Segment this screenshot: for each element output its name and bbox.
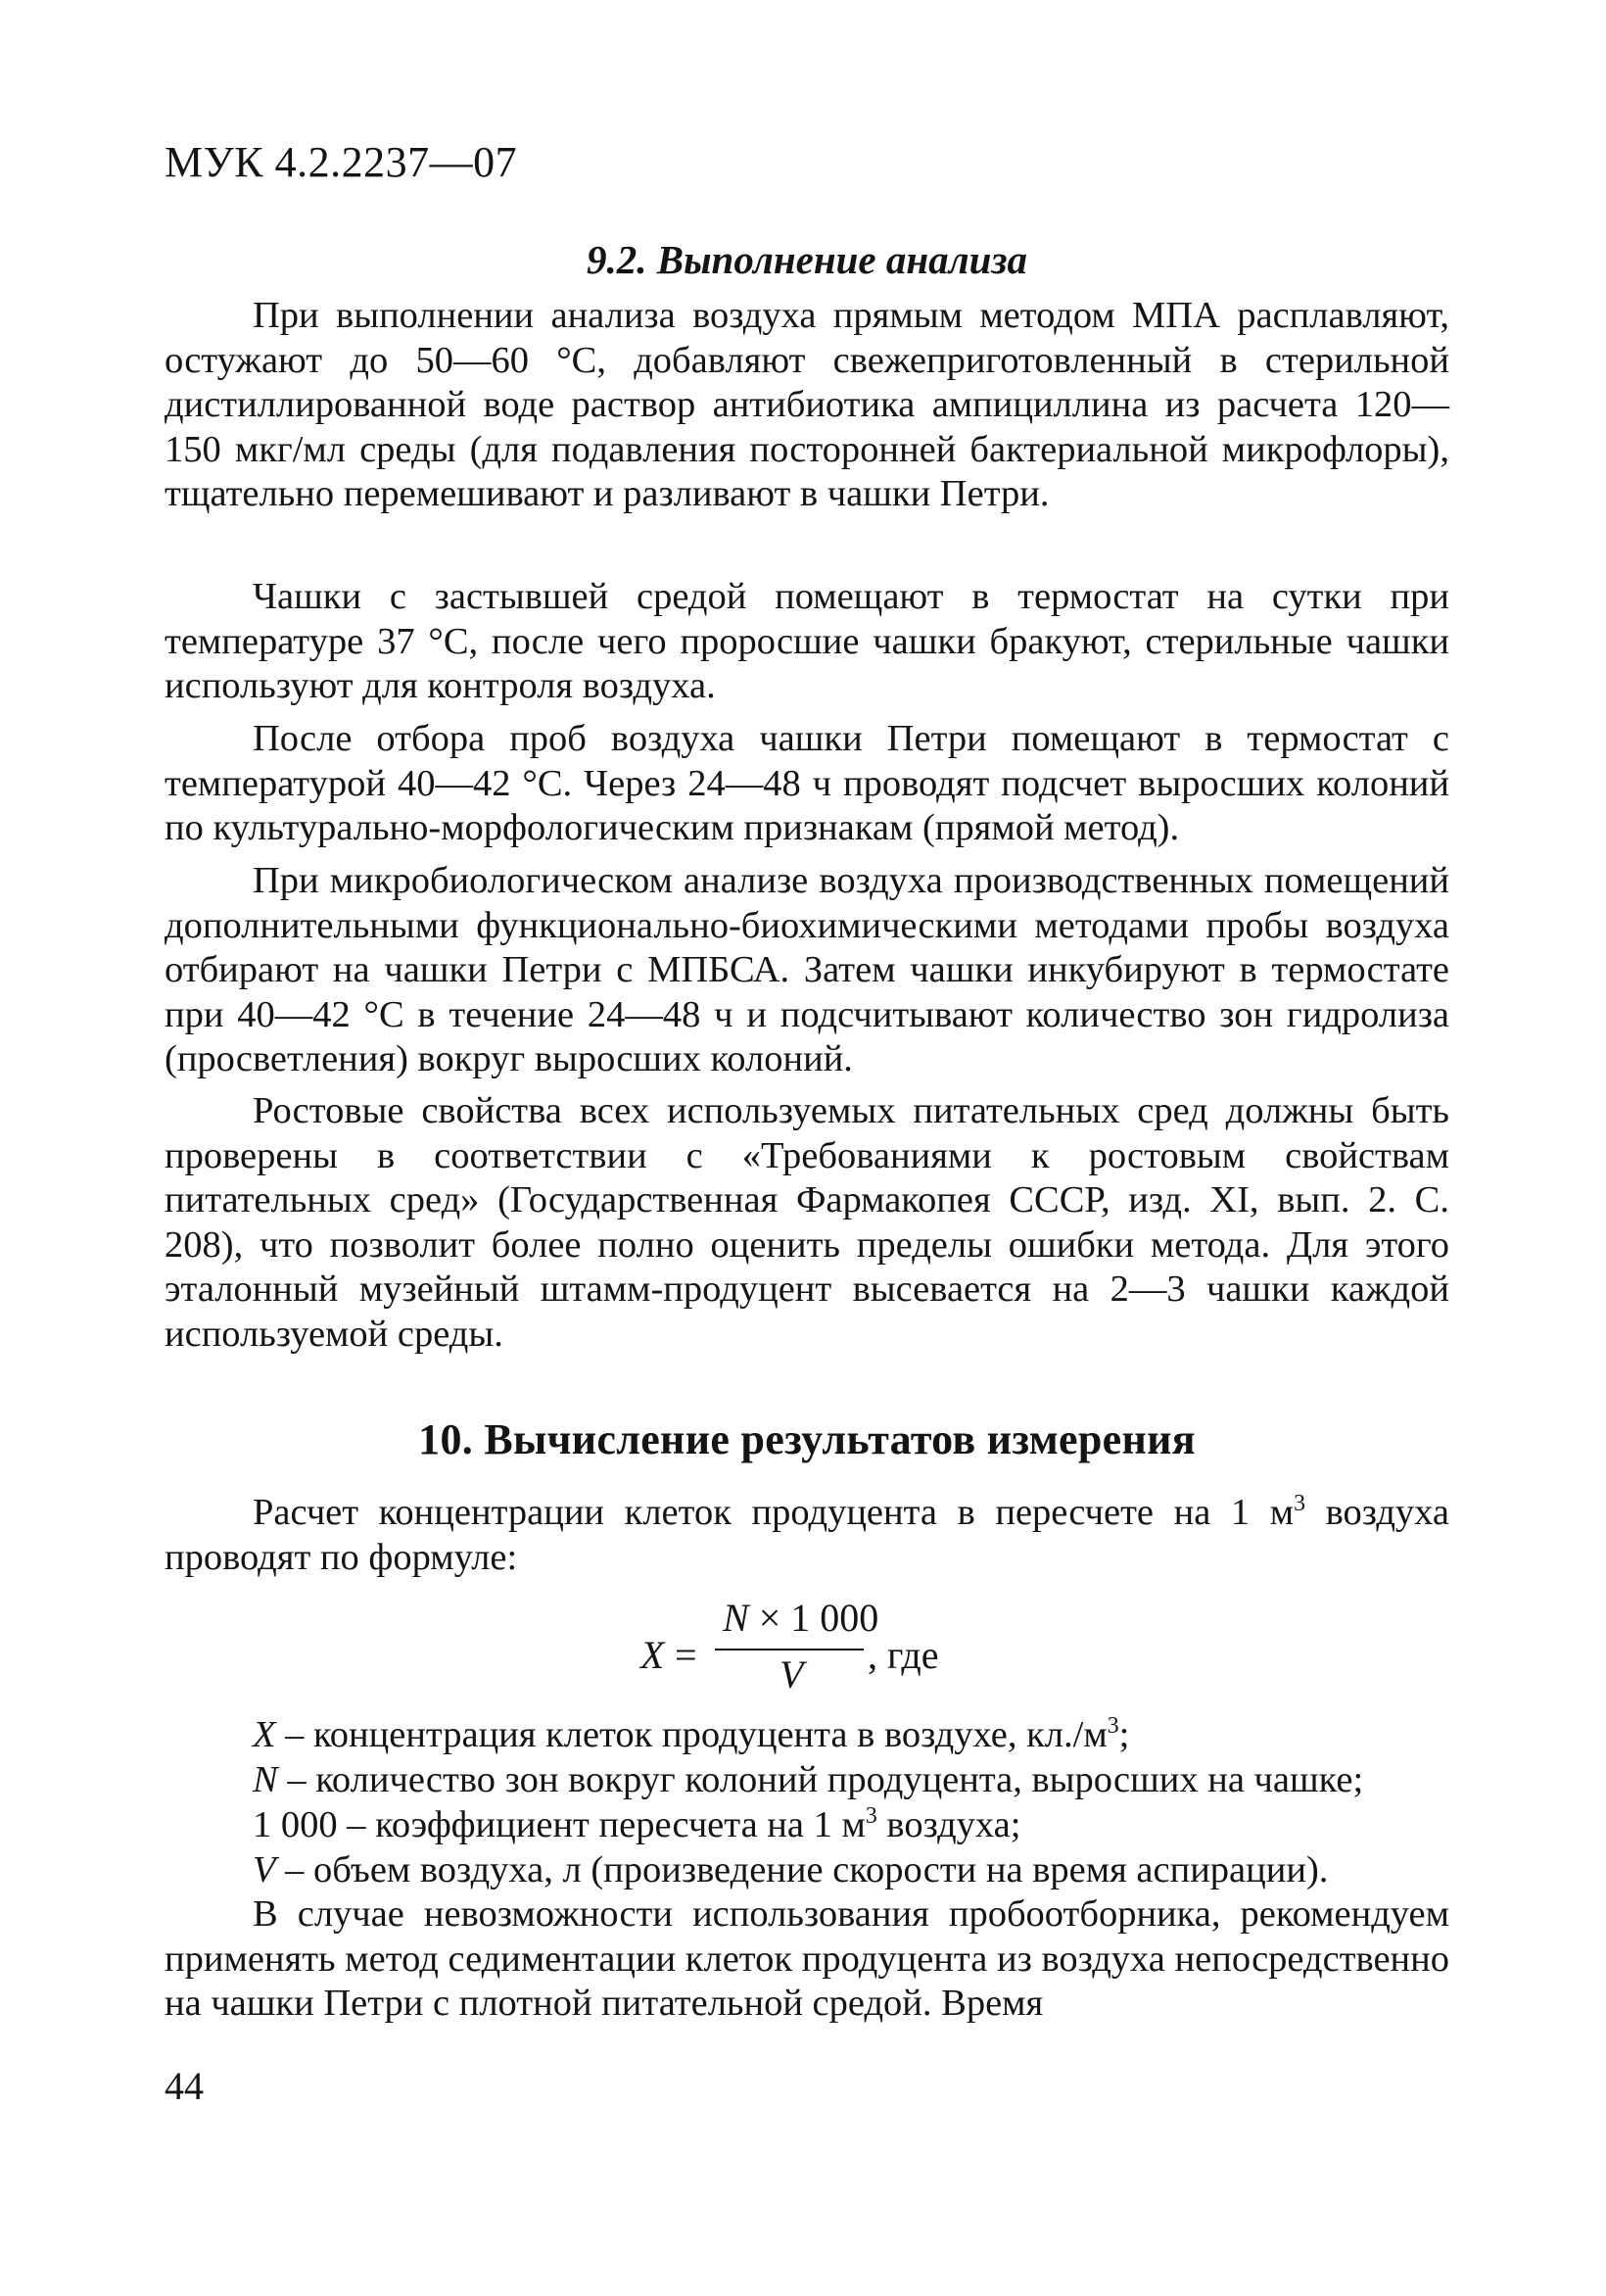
paragraph: После отбора проб воздуха чашки Петри помещают в термостат с температурой 40—42 °С. Через 24—48 ч проводят подсчет выросших колоний по культурально-морфологическим признакам (прямой метод). [165,718,1449,848]
formula-equals: = [675,1633,697,1677]
formula-suffix: , где [868,1633,939,1677]
section-heading: 10. Вычисление результатов измерения [418,1415,1196,1463]
formula-intro: Расчет концентрации клеток продуцента в пересчете на 1 $м^3$ воздуха проводят по формуле: [165,1491,1449,1578]
definition-item: V – объем воздуха, л (произведение скорости на время аспирации). [253,1849,1329,1890]
paragraph: В случае невозможности использования пробоотборника, рекомендуем применять метод седиментации клеток продуцента из воздуха непосредственно на чашки Петри с плотной питательной средой. Время [165,1893,1449,2024]
running-header: МУК 4.2.2237—07 [165,138,518,186]
formula-lhs: X [640,1633,665,1677]
section-title: 9.2. Выполнение анализа [587,237,1027,282]
paragraph: Ростовые свойства всех используемых питательных сред должны быть проверены в соответствии с «Требованиями к ростовым свойствам питательных сред» (Государственная Фармакопея СССР, изд. XI, вып. 2. С. 208), что позволит более полно оценить пределы ошибки метода. Для этого эталонный музейный штамм-продуцент высевается на 2—3 чашки каждой используемой среды. [165,1090,1449,1355]
formula-denominator: V [779,1652,804,1697]
formula [165,1595,1449,1702]
page-number: 44 [165,2064,204,2108]
fraction-bar [715,1649,864,1650]
formula-numerator: N × 1 000 [723,1596,879,1640]
definition-item: X – концентрация клеток продуцента в воздухе, $кл./м^3$; [253,1713,1130,1755]
paragraph: При выполнении анализа воздуха прямым методом МПА расплавляют, остужают до 50—60 °С, добавляют свежеприготовленный в стерильной дистиллированной воде раствор антибиотика ампициллина из расчета 120—150 мкг/мл среды (для подавления посторонней бактериальной микрофлоры), тщательно перемешивают и разливают в чашки Петри. [165,295,1449,514]
definition-list [253,1712,1449,1892]
paragraph: Чашки с застывшей средой помещают в термостат на сутки при температуре 37 °С, после чего проросшие чашки бракуют, стерильные чашки используют для контроля воздуха. [165,576,1449,706]
paragraph: При микробиологическом анализе воздуха производственных помещений дополнительными функционально-биохимическими методами пробы воздуха отбирают на чашки Петри с МПБСА. Затем чашки инкубируют в термостате при 40—42 °С в течение 24—48 ч и подсчитывают количество зон гидролиза (просветления) вокруг выросших колоний. [165,860,1449,1079]
definition-item: 1 000 – коэффициент пересчета на 1 $м^3$ воздуха; [253,1803,1021,1845]
definition-item: N – количество зон вокруг колоний продуцента, выросших на чашке; [253,1759,1364,1800]
